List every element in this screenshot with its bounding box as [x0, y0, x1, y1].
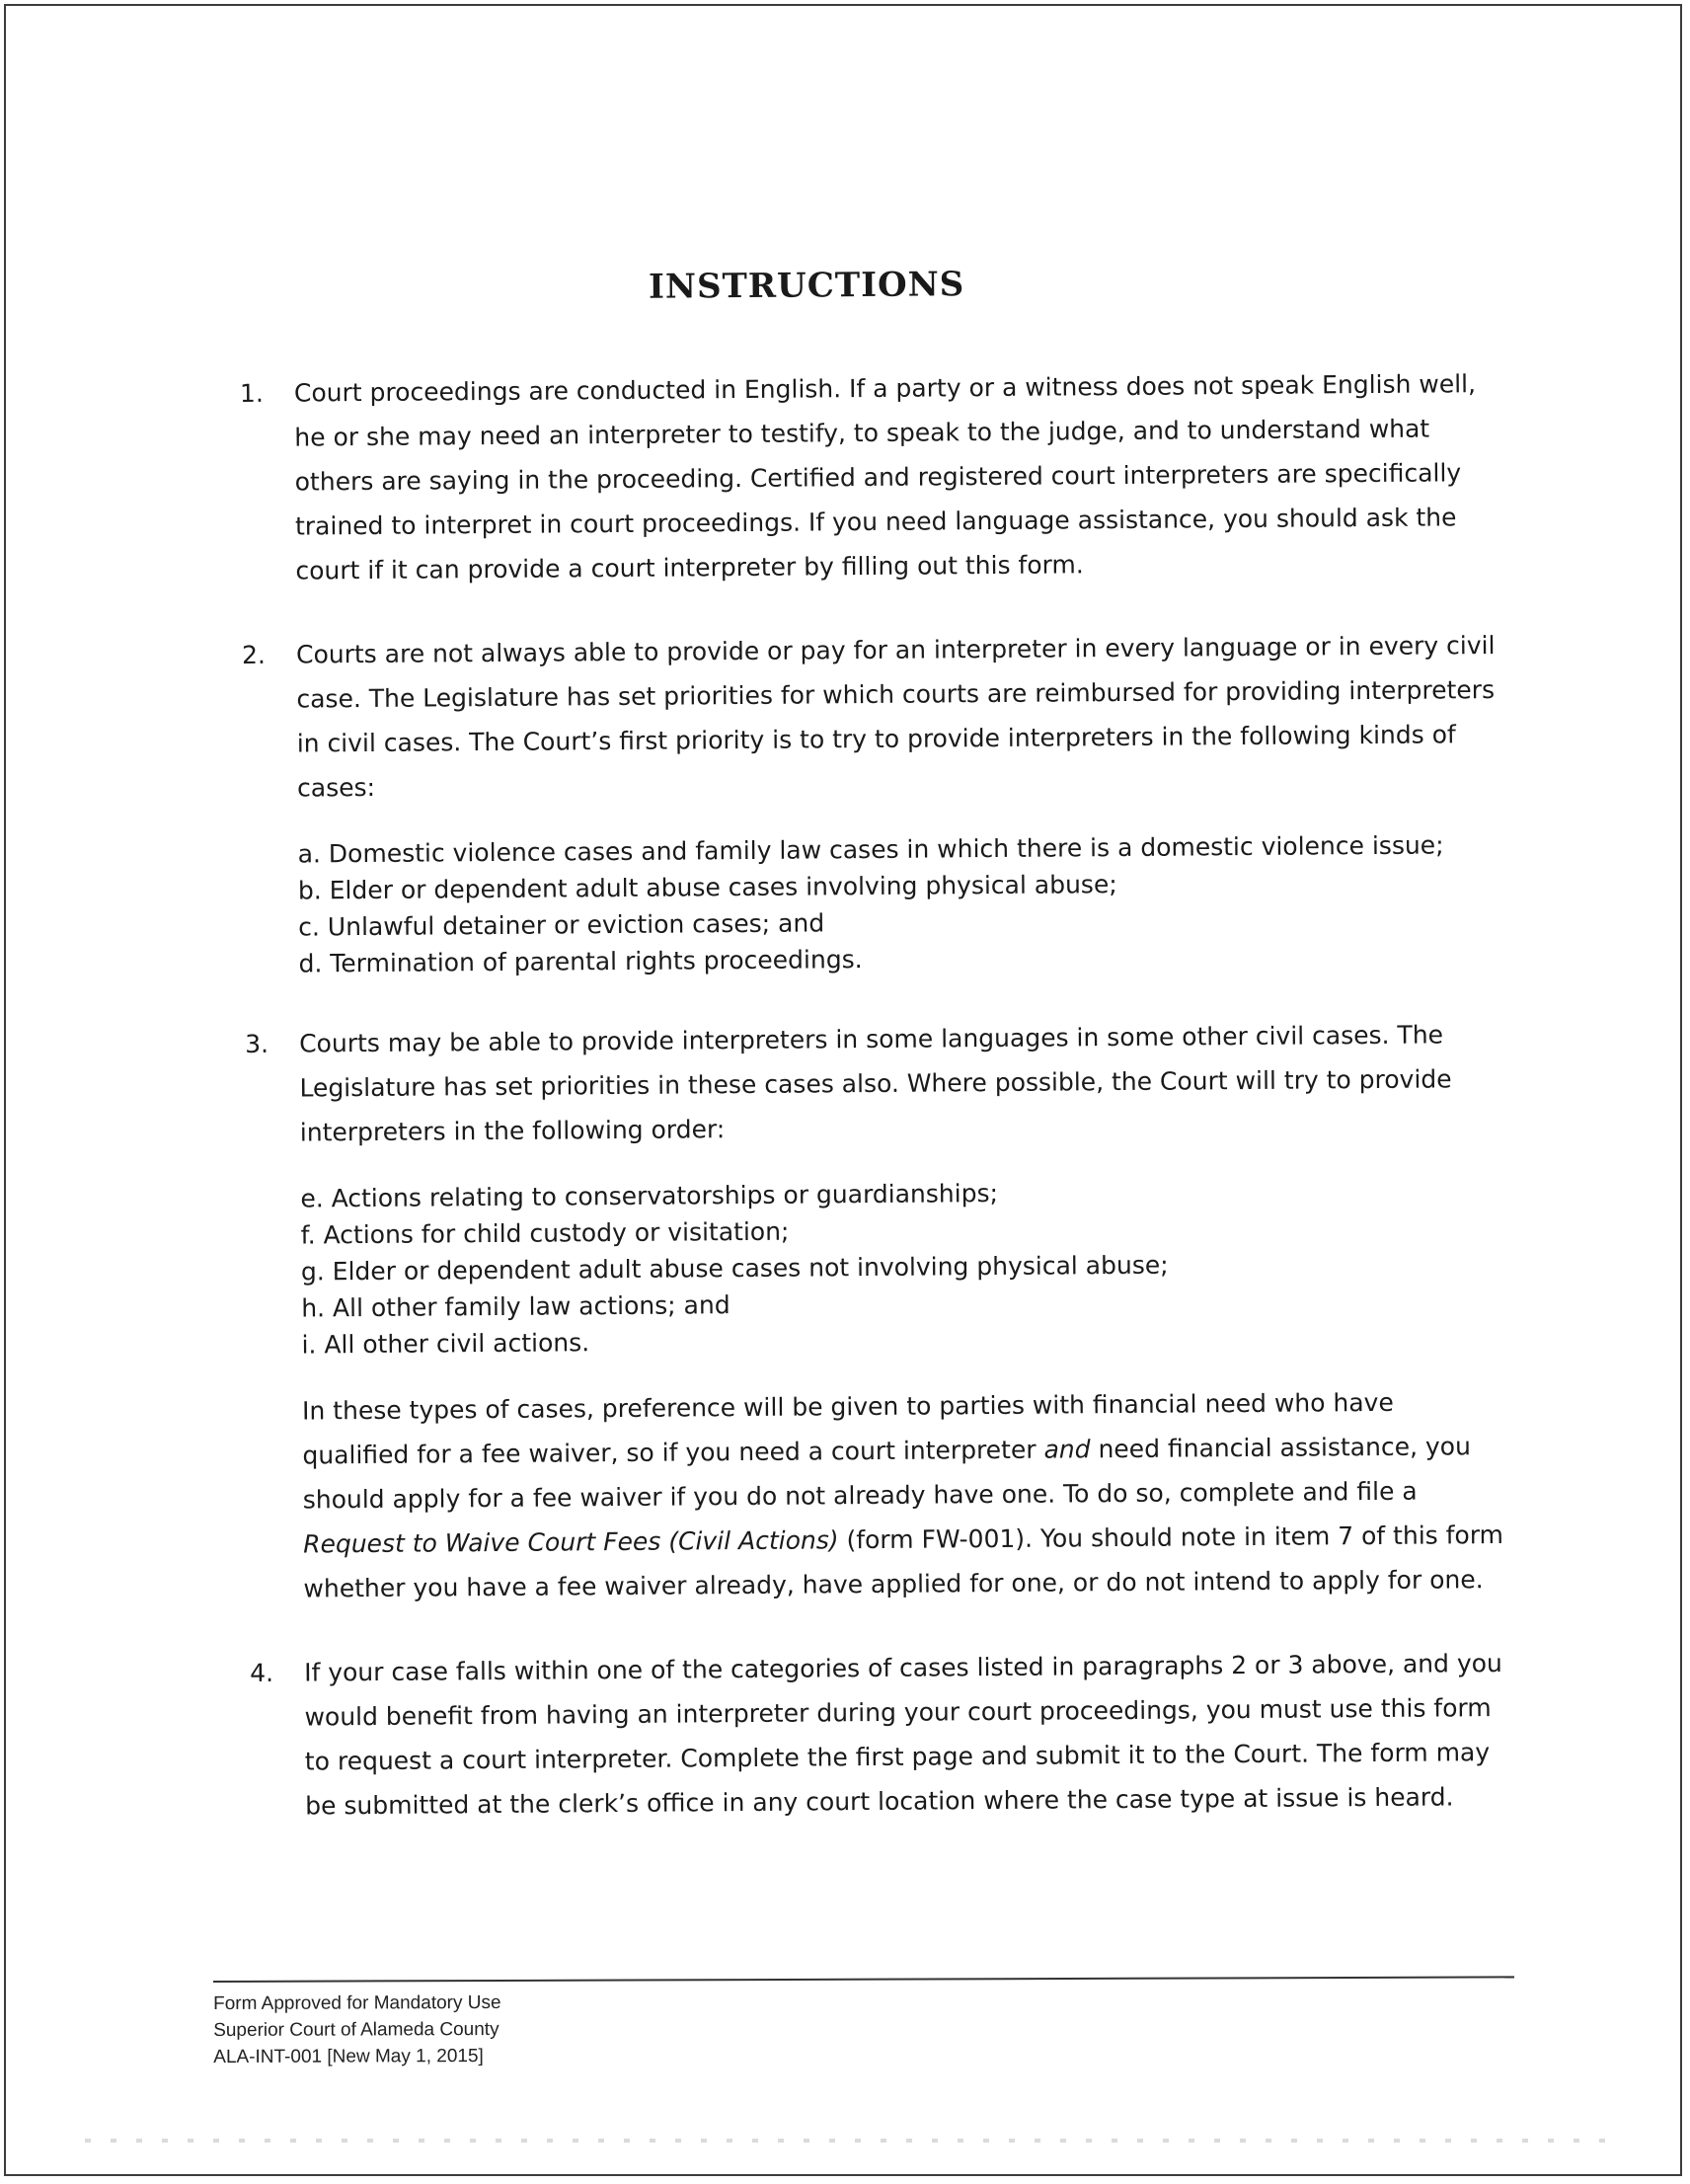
list-item: a. Domestic violence cases and family law cases in which there is a domestic violence issue; [297, 830, 1444, 869]
document-body [239, 261, 1535, 1868]
form-footer [213, 1976, 1514, 2070]
instruction-item-1 [240, 361, 1525, 593]
list-item: i. All other civil actions. [301, 1328, 590, 1360]
item-number: 1. [239, 378, 264, 408]
item-content [296, 623, 1528, 982]
paragraph-text: need financial assistance, you should apply for a fee waiver if you do not already have one. To do so, complete and file a [302, 1432, 1471, 1515]
list-item: h. All other family law actions; and [301, 1290, 730, 1323]
list-item: e. Actions relating to conservatorships or guardianships; [300, 1178, 999, 1213]
instruction-item-2 [242, 623, 1528, 982]
item-number: 2. [241, 640, 267, 669]
item-text: Courts may be able to provide interpreters in some languages in some other civil cases. The Legislature has set priorities in these cases also. Where possible, the Court will try to provide interpreters in the following order: [299, 1020, 1452, 1147]
footer-line: ALA-INT-001 [New May 1, 2015] [213, 2046, 484, 2067]
footer-line: Form Approved for Mandatory Use [213, 1991, 501, 2014]
list-item: c. Unlawful detainer or eviction cases; and [298, 908, 825, 942]
emphasis-text: and [1043, 1435, 1091, 1464]
form-title-text: Request to Waive Court Fees (Civil Actions) [303, 1525, 839, 1559]
paragraph-text: (form FW-001). You should note in item 7 of this form whether you have a fee waiver already, have applied for one, or do not intend to apply for one. [303, 1520, 1504, 1603]
item-text: Court proceedings are conducted in English. If a party or a witness does not speak English well, he or she may need an interpreter to testify, to speak to the judge, and to understand what others are saying in the proceeding. Certified and registered court interpreters are specifically trained to interpret in court proceedings. If you need language assistance, you should ask the court if it can provide a court interpreter by filling out this form. [293, 369, 1477, 585]
page-frame [4, 4, 1682, 2176]
fee-waiver-paragraph [302, 1379, 1505, 1611]
item-text: If your case falls within one of the categories of cases listed in paragraphs 2 or 3 above, and you would benefit from having an interpreter during your court proceedings, you must use this form to request a court interpreter. Complete the first page and submit it to the Court. The form may be submitted at the clerk’s office in any court location where the case type at issue is heard. [304, 1648, 1502, 1821]
list-item: d. Termination of parental rights proceedings. [298, 945, 863, 978]
item-text: Courts are not always able to provide or pay for an interpreter in every language or in every civil case. The Legislature has set priorities for which courts are reimbursed for providing interpreters in civil cases. The Court’s first priority is to try to provide interpreters in the following kinds of cases: [295, 631, 1496, 803]
item-content [299, 1012, 1533, 1611]
paragraph-text: In these types of cases, preference will be given to parties with financial need who have qualified for a fee waiver, so if you need a court interpreter [301, 1387, 1394, 1470]
list-item: b. Elder or dependent adult abuse cases involving physical abuse; [297, 870, 1117, 905]
list-item: f. Actions for child custody or visitation; [300, 1216, 790, 1250]
list-item: g. Elder or dependent adult abuse cases not involving physical abuse; [300, 1250, 1169, 1287]
priority-list [297, 826, 1499, 982]
page-title: INSTRUCTIONS [648, 265, 965, 307]
item-number: 4. [250, 1658, 274, 1687]
footer-line: Superior Court of Alameda County [213, 2018, 499, 2041]
footer-divider [213, 1976, 1514, 1983]
priority-list [300, 1171, 1502, 1364]
instruction-item-3 [245, 1012, 1533, 1611]
item-number: 3. [245, 1029, 269, 1058]
scan-artifact [85, 2139, 1625, 2143]
instruction-item-4 [250, 1641, 1534, 1829]
